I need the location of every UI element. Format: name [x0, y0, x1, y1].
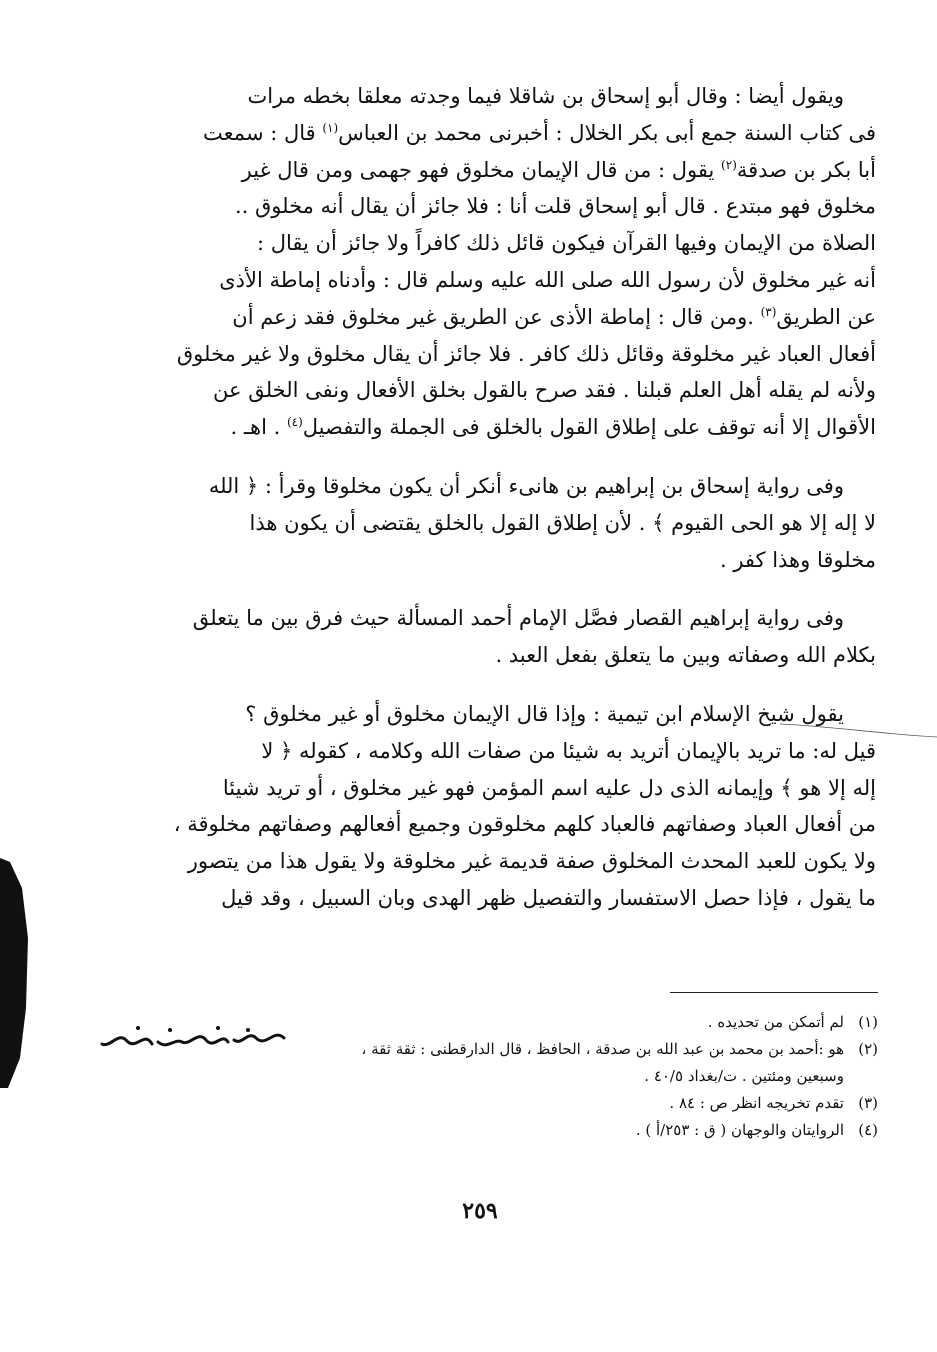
main-text — [158, 78, 876, 917]
page-number: ٢٥٩ — [462, 1198, 498, 1224]
footnote-number: (٢) — [858, 1040, 878, 1058]
text-line: مخلوق فهو مبتدع . قال أبو إسحاق قلت أنا : فلا جائز أن يقال أنه مخلوق .. — [234, 194, 876, 219]
text-line: وفى رواية إبراهيم القصار فصَّل الإمام أحمد المسألة حيث فرق بين ما يتعلق — [192, 606, 844, 631]
text-line: أبا بكر بن صدقة — [736, 157, 876, 182]
text-line: ولأنه لم يقله أهل العلم قبلنا . فقد صرح بالقول بخلق الأفعال ونفى الخلق عن — [213, 378, 876, 403]
footnote-ref-1[interactable]: (١) — [322, 120, 339, 135]
footnote-number: (١) — [858, 1013, 878, 1031]
paragraph-2 — [158, 468, 876, 578]
footnote-text: وسبعين ومئتين . ت/بغداد ٤٠/٥ . — [644, 1067, 844, 1085]
text-line: ما يقول ، فإذا حصل الاستفسار والتفصيل ظهر الهدى وبان السبيل ، وقد قيل — [221, 885, 876, 910]
text-line: من أفعال العباد وصفاتهم فالعباد كلهم مخلوقون وجميع أفعالهم وصفاتهم مخلوقة ، — [173, 812, 876, 837]
text-line: . اهـ . — [230, 415, 287, 440]
footnote-3 — [160, 1091, 878, 1116]
handwritten-note — [98, 1024, 288, 1062]
footnote-number: (٤) — [858, 1121, 878, 1139]
text-line: أفعال العباد غير مخلوقة وقائل ذلك كافر . فلا جائز أن يقال مخلوق ولا غير مخلوق — [176, 341, 876, 366]
footnote-ref-2[interactable]: (٢) — [721, 157, 737, 172]
text-line: قيل له: ما تريد بالإيمان أتريد به شيئا من صفات الله وكلامه ، كقوله ﴿ لا — [261, 738, 876, 763]
text-line: .ومن قال : إماطة الأذى عن الطريق غير مخلوق فقد زعم أن — [232, 304, 761, 329]
paragraph-1 — [158, 78, 876, 446]
footnote-ref-4[interactable]: (٤) — [286, 415, 303, 430]
footnote-text: هو :أحمد بن محمد بن عبد الله بن صدقة ، الحافظ ، قال الدارقطنى : ثقة ثقة ، — [361, 1040, 844, 1058]
footnote-2-continuation — [160, 1064, 878, 1089]
text-line: يقول شيخ الإسلام ابن تيمية : وإذا قال الإيمان مخلوق أو غير مخلوق ؟ — [245, 701, 844, 726]
text-line: ولا يكون للعبد المحدث المخلوق صفة قديمة غير مخلوقة ولا يقول هذا من يتصور — [187, 849, 876, 874]
paragraph-4 — [158, 696, 876, 917]
text-line: وفى رواية إسحاق بن إبراهيم بن هانىء أنكر أن يكون مخلوقا وقرأ : ﴿ الله — [208, 473, 844, 498]
text-line: الصلاة من الإيمان وفيها القرآن فيكون قائل ذلك كافراً ولا جائز أن يقال : — [256, 231, 876, 256]
text-line: عن الطريق — [776, 304, 876, 329]
footnote-divider — [670, 992, 878, 993]
text-line: أنه غير مخلوق لأن رسول الله صلى الله عليه وسلم قال : وأدناه إماطة الأذى — [219, 267, 876, 292]
footnote-text: لم أتمكن من تحديده . — [707, 1013, 844, 1031]
footnote-text: الروايتان والوجهان ( ق : ٢٥٣/أ ) . — [635, 1121, 844, 1139]
text-line: مخلوقا وهذا كفر . — [719, 547, 876, 572]
text-line: إله إلا هو ﴾ وإيمانه الذى دل عليه اسم المؤمن فهو غير مخلوق ، أو تريد شيئا — [222, 775, 876, 800]
footnote-ref-3[interactable]: (٣) — [760, 304, 777, 319]
footnote-4 — [160, 1118, 878, 1143]
footnote-text: تقدم تخريجه انظر ص : ٨٤ . — [669, 1094, 844, 1112]
text-line: فى كتاب السنة جمع أبى بكر الخلال : أخبرنى محمد بن العباس — [338, 120, 876, 145]
text-line: بكلام الله وصفاته وبين ما يتعلق بفعل العبد . — [495, 643, 876, 668]
paragraph-3 — [158, 600, 876, 674]
text-line: قال : سمعت — [203, 120, 323, 145]
scan-edge-shadow — [0, 858, 30, 1088]
footnote-number: (٣) — [858, 1094, 878, 1112]
text-line: يقول : من قال الإيمان مخلوق فهو جهمى ومن قال غير — [241, 157, 722, 182]
text-line: ويقول أيضا : وقال أبو إسحاق بن شاقلا فيما وجدته معلقا بخطه مرات — [247, 84, 844, 108]
text-line: لا إله إلا هو الحى القيوم ﴾ . لأن إطلاق القول بالخلق يقتضى أن يكون هذا — [249, 510, 876, 535]
stray-pen-stroke — [780, 720, 937, 740]
text-line: الأقوال إلا أنه توقف على إطلاق القول بالخلق فى الجملة والتفصيل — [302, 415, 876, 440]
